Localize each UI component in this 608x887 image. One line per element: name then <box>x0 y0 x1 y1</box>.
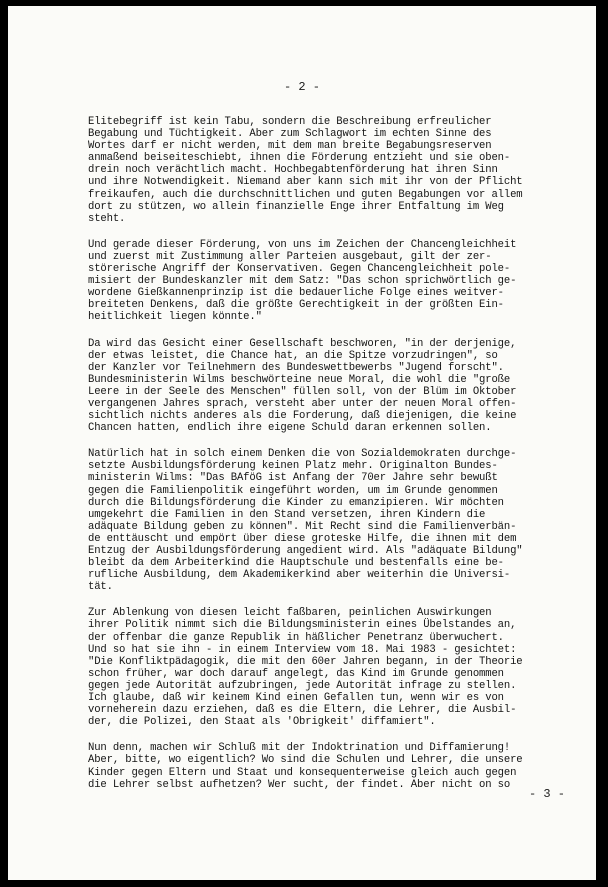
text-line: misiert der Bundeskanzler mit dem Satz: "Das schon sprichwörtlich ge- <box>88 275 517 288</box>
text-line: Wortes darf er nicht werden, mit dem man breite Begabungsreserven <box>88 140 492 153</box>
text-line: Begabung und Tüchtigkeit. Aber zum Schlagwort im echten Sinne des <box>88 128 492 141</box>
text-line: vorneherein dazu erziehen, daß es die Eltern, die Lehrer, die Ausbil- <box>88 704 517 717</box>
text-line: de enttäuscht und empört über diese groteske Hilfe, die ihnen mit dem <box>88 532 517 545</box>
text-line: heitlichkeit liegen könnte." <box>88 311 262 324</box>
text-line: umgekehrt die Familien in den Stand versetzen, ihren Kindern die <box>88 508 486 521</box>
paragraph <box>88 239 580 324</box>
text-line: Natürlich hat in solch einem Denken die von Sozialdemokraten durchge- <box>88 448 517 461</box>
text-line: Leere in der Seele des Menschen" füllen soll, von der Blüm im Oktober <box>88 385 517 398</box>
text-line: wordene Gießkannenprinzip ist die bedauerliche Folge eines weitver- <box>88 287 504 300</box>
text-line: Bundesministerin Wilms beschwörteine neue Moral, die wohl die "große <box>88 373 511 386</box>
text-line: drein noch verächtlich macht. Hochbegabtenförderung hat ihren Sinn <box>88 164 498 177</box>
document-body <box>88 116 580 805</box>
text-line: schon früher, war doch darauf angelegt, das Kind im Grunde genommen <box>88 667 504 680</box>
text-line: der offenbar die ganze Republik in häßlicher Penetranz überwuchert. <box>88 631 504 644</box>
text-line: Da wird das Gesicht einer Gesellschaft beschworen, "in der derjenige, <box>88 337 517 350</box>
paragraph <box>88 742 580 790</box>
text-line: sichtlich nichts anderes als die Forderung, daß diejenigen, die keine <box>88 410 517 423</box>
text-line: die Lehrer selbst aufhetzen? Wer sucht, der findet. Aber nicht on so <box>88 778 511 791</box>
text-line: und zuerst mit Zustimmung aller Parteien ausgebaut, gilt der zer- <box>88 250 492 263</box>
text-line: anmaßend beiseiteschiebt, ihnen die Förderung entzieht und sie oben- <box>88 152 511 165</box>
text-line: Elitebegriff ist kein Tabu, sondern die Beschreibung erfreulicher <box>88 116 492 128</box>
text-line: adäquate Bildung geben zu können". Mit Recht sind die Familienverbän- <box>88 520 517 533</box>
paragraph <box>88 448 580 593</box>
text-line: breiteten Denkens, daß die größte Gerechtigkeit in der größten Ein- <box>88 299 504 312</box>
text-line: tät. <box>88 581 113 594</box>
text-line: der Kanzler vor Teilnehmern des Bundeswettbewerbs "Jugend forscht". <box>88 361 504 374</box>
text-line: freikaufen, auch die durchschnittlichen und guten Begabungen vor allem <box>88 188 523 201</box>
text-line: "Die Konfliktpädagogik, die mit den 60er Jahren begann, in der Theorie <box>88 655 523 668</box>
text-line: setzte Ausbildungsförderung keinen Platz mehr. Originalton Bundes- <box>88 460 498 473</box>
text-line: durch die Bildungsförderung die Kinder zu emanzipieren. Wir möchten <box>88 496 504 509</box>
document-page <box>8 6 596 880</box>
text-line: gegen die Familienpolitik eingeführt worden, um im Grunde genommen <box>88 484 498 497</box>
text-line: vergangenen Jahres sprach, versteht aber unter der neuen Moral offen- <box>88 397 517 410</box>
text-line: Ich glaube, daß wir keinem Kind einen Gefallen tun, wenn wir es von <box>88 692 504 705</box>
text-line: Zur Ablenkung von diesen leicht faßbaren, peinlichen Auswirkungen <box>88 607 492 620</box>
paragraph <box>88 607 580 728</box>
text-line: ihrer Politik nimmt sich die Bildungsministerin eines Übelstandes an, <box>88 619 517 632</box>
text-line: ministerin Wilms: "Das BAföG ist Anfang der 70er Jahre sehr bewußt <box>88 472 498 485</box>
text-line: Chancen hatten, endlich ihre eigene Schuld daran erkennen sollen. <box>88 422 492 435</box>
text-line: Und gerade dieser Förderung, von uns im Zeichen der Chancengleichheit <box>88 238 517 251</box>
text-line: gegen jede Autorität aufzubringen, jede Autorität infrage zu stellen. <box>88 679 517 692</box>
text-line: Aber, bitte, wo eigentlich? Wo sind die Schulen und Lehrer, die unsere <box>88 754 523 767</box>
text-line: steht. <box>88 212 126 225</box>
text-line: störerische Angriff der Konservativen. Gegen Chancengleichheit pole- <box>88 263 511 276</box>
text-line: und ihre Notwendigkeit. Niemand aber kann sich mit ihr von der Pflicht <box>88 176 523 189</box>
text-line: dort zu stützen, wo allein finanzielle Enge ihrer Entfaltung im Weg <box>88 200 504 213</box>
text-line: rufliche Ausbildung, dem Akademikerkind aber weiterhin die Universi- <box>88 569 511 582</box>
text-line: der etwas leistet, die Chance hat, an die Spitze vorzudringen", so <box>88 349 498 362</box>
text-line: Entzug der Ausbildungsförderung angedient wird. Als "adäquate Bildung" <box>88 545 523 557</box>
paragraph <box>88 116 580 225</box>
page-number-bottom: - 3 - <box>529 787 566 801</box>
text-line: bleibt da dem Arbeiterkind die Hauptschule und bestenfalls eine be- <box>88 557 504 570</box>
text-line: Nun denn, machen wir Schluß mit der Indoktrination und Diffamierung! <box>88 742 511 755</box>
page-number-top: - 2 - <box>283 80 320 94</box>
text-line: Kinder gegen Eltern und Staat und konsequenterweise gleich auch gegen <box>88 766 517 779</box>
text-line: Und so hat sie ihn - in einem Interview vom 18. Mai 1983 - gesichtet: <box>88 643 517 656</box>
paragraph <box>88 338 580 435</box>
text-line: der, die Polizei, den Staat als 'Obrigkeit' diffamiert". <box>88 716 436 729</box>
